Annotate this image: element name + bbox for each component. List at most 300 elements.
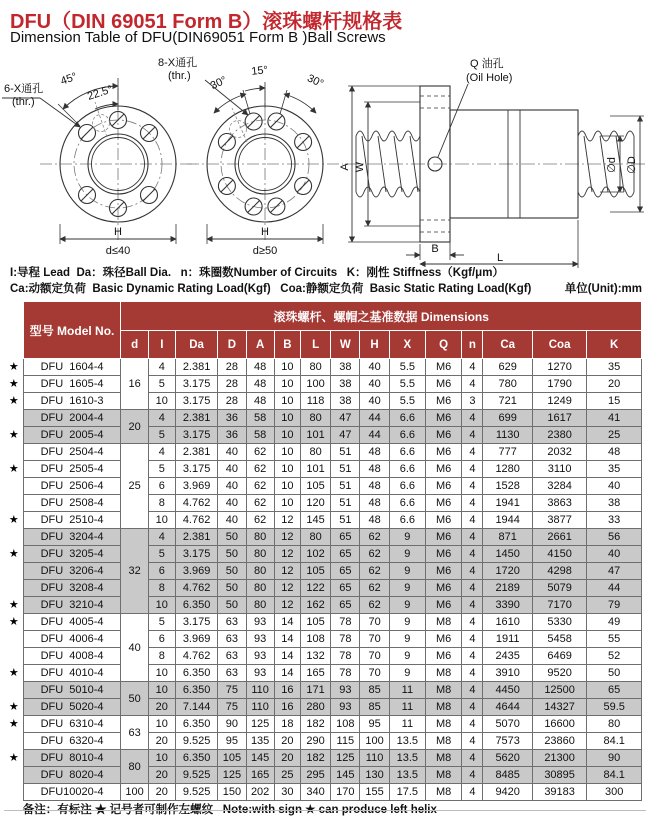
table-row [5,546,642,563]
table-row [5,393,642,410]
value-cell-d: 90 [218,716,246,733]
value-cell-d: 40 [218,444,246,461]
value-cell-ca: 721 [483,393,532,410]
value-cell-k: 20 [587,376,642,393]
model-cell: DFU 3210-4 [23,597,121,614]
value-cell-b: 14 [274,665,300,682]
value-cell-da: 2.381 [175,444,217,461]
angle-30-left-label: 30° [208,74,229,93]
value-cell-q: M6 [426,427,462,444]
value-cell-l: 80 [300,410,330,427]
value-cell-x: 9 [389,580,425,597]
col-header-i: I [148,331,175,359]
value-cell-k: 59.5 [587,699,642,716]
value-cell-i: 4 [148,444,175,461]
value-cell-coa: 4150 [532,546,586,563]
value-cell-k: 79 [587,597,642,614]
value-cell-l: 80 [300,359,330,376]
value-cell-b: 20 [274,733,300,750]
model-cell: DFU 4006-4 [23,631,121,648]
value-cell-da: 6.350 [175,682,217,699]
value-cell-ca: 777 [483,444,532,461]
value-cell-w: 65 [331,546,360,563]
value-cell-x: 9 [389,648,425,665]
value-cell-h: 44 [360,427,389,444]
value-cell-x: 9 [389,631,425,648]
left-helix-star: ★ [5,461,23,478]
value-cell-w: 65 [331,580,360,597]
value-cell-w: 51 [331,512,360,529]
value-cell-da: 9.525 [175,767,217,784]
left-dim-h-label: H [114,226,122,238]
table-row [5,461,642,478]
table-row [5,665,642,682]
value-cell-da: 6.350 [175,716,217,733]
oil-hole-label-cn: Q 油孔 [470,58,504,70]
model-cell: DFU 3204-4 [23,529,121,546]
value-cell-coa: 1617 [532,410,586,427]
side-view [345,84,648,268]
value-cell-b: 10 [274,444,300,461]
value-cell-l: 102 [300,546,330,563]
value-cell-ca: 871 [483,529,532,546]
value-cell-x: 6.6 [389,444,425,461]
dimension-table [5,301,642,801]
value-cell-coa: 4298 [532,563,586,580]
model-cell: DFU 4010-4 [23,665,121,682]
table-row [5,648,642,665]
value-cell-b: 12 [274,597,300,614]
value-cell-ca: 1450 [483,546,532,563]
value-cell-h: 70 [360,614,389,631]
table-row [5,682,642,699]
value-cell-w: 38 [331,359,360,376]
value-cell-w: 65 [331,529,360,546]
star-cell-empty [5,767,23,784]
value-cell-d: 125 [218,767,246,784]
value-cell-k: 84.1 [587,733,642,750]
value-cell-k: 65 [587,682,642,699]
value-cell-n: 4 [462,427,483,444]
value-cell-d: 63 [218,648,246,665]
value-cell-h: 70 [360,648,389,665]
value-cell-coa: 2380 [532,427,586,444]
star-cell-empty [5,410,23,427]
value-cell-k: 40 [587,478,642,495]
value-cell-l: 295 [300,767,330,784]
value-cell-k: 50 [587,665,642,682]
value-cell-w: 93 [331,682,360,699]
angle-30-right-label: 30° [305,72,326,91]
value-cell-n: 4 [462,733,483,750]
value-cell-da: 7.144 [175,699,217,716]
legend-line-1: I:导程 Lead Da：珠径Ball Dia. n：珠圈数Number of Circuits K：刚性 Stiffness（Kgf/μm） [10,267,504,279]
value-cell-l: 340 [300,784,330,801]
model-cell: DFU 3208-4 [23,580,121,597]
value-cell-d: 75 [218,682,246,699]
value-cell-da: 2.381 [175,529,217,546]
value-cell-a: 80 [246,529,274,546]
value-cell-q: M6 [426,359,462,376]
value-cell-n: 4 [462,376,483,393]
value-cell-a: 135 [246,733,274,750]
value-cell-a: 62 [246,461,274,478]
value-cell-i: 5 [148,461,175,478]
value-cell-b: 14 [274,648,300,665]
value-cell-b: 30 [274,784,300,801]
table-row [5,563,642,580]
value-cell-i: 4 [148,359,175,376]
value-cell-ca: 1528 [483,478,532,495]
value-cell-l: 101 [300,461,330,478]
value-cell-d: 40 [218,461,246,478]
value-cell-n: 3 [462,393,483,410]
value-cell-x: 5.5 [389,359,425,376]
value-cell-a: 48 [246,393,274,410]
value-cell-q: M8 [426,767,462,784]
value-cell-q: M6 [426,461,462,478]
value-cell-l: 105 [300,478,330,495]
col-header-d: D [218,331,246,359]
bottom-rule [4,810,646,811]
value-cell-d: 50 [218,597,246,614]
value-cell-b: 25 [274,767,300,784]
value-cell-ca: 2189 [483,580,532,597]
value-cell-coa: 23860 [532,733,586,750]
value-cell-l: 105 [300,563,330,580]
value-cell-x: 11 [389,716,425,733]
value-cell-l: 162 [300,597,330,614]
col-header-coa: Coa [532,331,586,359]
value-cell-da: 3.175 [175,546,217,563]
value-cell-da: 4.762 [175,580,217,597]
value-cell-n: 4 [462,716,483,733]
value-cell-ca: 4644 [483,699,532,716]
value-cell-d: 50 [218,529,246,546]
value-cell-w: 108 [331,716,360,733]
value-cell-d: 28 [218,376,246,393]
d-cell: 25 [121,444,148,529]
model-cell: DFU 2004-4 [23,410,121,427]
value-cell-ca: 3390 [483,597,532,614]
right-holes-label-cn: 8-X通孔 [158,57,198,69]
model-cell: DFU10020-4 [23,784,121,801]
value-cell-x: 6.6 [389,478,425,495]
value-cell-b: 18 [274,716,300,733]
value-cell-k: 80 [587,716,642,733]
value-cell-q: M8 [426,614,462,631]
value-cell-i: 6 [148,631,175,648]
value-cell-x: 9 [389,614,425,631]
value-cell-b: 12 [274,563,300,580]
value-cell-q: M6 [426,580,462,597]
value-cell-l: 101 [300,427,330,444]
value-cell-q: M6 [426,631,462,648]
value-cell-a: 58 [246,427,274,444]
value-cell-i: 8 [148,495,175,512]
model-cell: DFU 6310-4 [23,716,121,733]
table-row [5,580,642,597]
col-header-b: B [274,331,300,359]
value-cell-da: 6.350 [175,597,217,614]
value-cell-k: 56 [587,529,642,546]
value-cell-x: 13.5 [389,767,425,784]
col-header-da: Da [175,331,217,359]
value-cell-w: 115 [331,733,360,750]
value-cell-a: 48 [246,376,274,393]
value-cell-da: 3.969 [175,478,217,495]
value-cell-d: 28 [218,359,246,376]
value-cell-ca: 1720 [483,563,532,580]
value-cell-coa: 2661 [532,529,586,546]
value-cell-h: 40 [360,359,389,376]
value-cell-l: 118 [300,393,330,410]
value-cell-k: 52 [587,648,642,665]
value-cell-n: 4 [462,648,483,665]
value-cell-ca: 1941 [483,495,532,512]
value-cell-q: M6 [426,393,462,410]
table-row [5,716,642,733]
value-cell-ca: 8485 [483,767,532,784]
value-cell-k: 55 [587,631,642,648]
value-cell-x: 9 [389,529,425,546]
value-cell-a: 125 [246,716,274,733]
value-cell-a: 62 [246,444,274,461]
value-cell-i: 5 [148,614,175,631]
model-cell: DFU 2505-4 [23,461,121,478]
value-cell-d: 50 [218,546,246,563]
value-cell-a: 93 [246,665,274,682]
col-header-n: n [462,331,483,359]
value-cell-coa: 21300 [532,750,586,767]
value-cell-i: 10 [148,750,175,767]
d-cell: 40 [121,614,148,682]
technical-drawings [0,52,650,270]
value-cell-b: 12 [274,546,300,563]
left-helix-star: ★ [5,512,23,529]
value-cell-ca: 1610 [483,614,532,631]
value-cell-q: M8 [426,699,462,716]
value-cell-q: M6 [426,648,462,665]
model-cell: DFU 1610-3 [23,393,121,410]
left-helix-star: ★ [5,750,23,767]
star-cell-empty [5,444,23,461]
value-cell-x: 6.6 [389,410,425,427]
value-cell-h: 40 [360,376,389,393]
value-cell-coa: 1249 [532,393,586,410]
value-cell-w: 38 [331,376,360,393]
value-cell-x: 6.6 [389,512,425,529]
value-cell-h: 100 [360,733,389,750]
value-cell-da: 6.350 [175,750,217,767]
value-cell-l: 105 [300,614,330,631]
col-header-d: d [121,331,148,359]
value-cell-ca: 780 [483,376,532,393]
value-cell-da: 3.175 [175,461,217,478]
value-cell-q: M6 [426,410,462,427]
dimensions-header: 滚珠螺杆、螺帽之基准数据 Dimensions [121,302,642,331]
value-cell-k: 84.1 [587,767,642,784]
value-cell-coa: 5458 [532,631,586,648]
value-cell-da: 3.175 [175,393,217,410]
value-cell-d: 63 [218,631,246,648]
value-cell-h: 130 [360,767,389,784]
right-flange-view [187,80,343,244]
value-cell-w: 125 [331,750,360,767]
model-cell: DFU 1604-4 [23,359,121,376]
d-cell: 20 [121,410,148,444]
star-cell-empty [5,563,23,580]
value-cell-q: M6 [426,563,462,580]
value-cell-i: 6 [148,478,175,495]
table-row [5,699,642,716]
value-cell-i: 10 [148,512,175,529]
oil-hole-label-en: (Oil Hole) [466,72,513,84]
value-cell-coa: 16600 [532,716,586,733]
value-cell-d: 50 [218,563,246,580]
value-cell-q: M8 [426,665,462,682]
value-cell-k: 35 [587,359,642,376]
value-cell-q: M6 [426,529,462,546]
model-cell: DFU 3206-4 [23,563,121,580]
d-cell: 100 [121,784,148,801]
value-cell-q: M8 [426,750,462,767]
value-cell-b: 20 [274,750,300,767]
value-cell-coa: 1270 [532,359,586,376]
value-cell-b: 16 [274,682,300,699]
star-cell-empty [5,733,23,750]
col-header-x: X [389,331,425,359]
value-cell-q: M6 [426,546,462,563]
value-cell-ca: 5070 [483,716,532,733]
left-helix-star: ★ [5,597,23,614]
value-cell-h: 48 [360,461,389,478]
value-cell-k: 38 [587,495,642,512]
value-cell-da: 3.175 [175,376,217,393]
table-row [5,529,642,546]
value-cell-coa: 6469 [532,648,586,665]
value-cell-i: 10 [148,597,175,614]
value-cell-a: 48 [246,359,274,376]
value-cell-coa: 1790 [532,376,586,393]
value-cell-n: 4 [462,529,483,546]
value-cell-l: 145 [300,512,330,529]
value-cell-q: M8 [426,716,462,733]
value-cell-a: 110 [246,682,274,699]
value-cell-x: 11 [389,699,425,716]
value-cell-coa: 3863 [532,495,586,512]
value-cell-k: 33 [587,512,642,529]
value-cell-i: 20 [148,767,175,784]
col-header-h: H [360,331,389,359]
value-cell-n: 4 [462,580,483,597]
value-cell-da: 2.381 [175,359,217,376]
star-column-header [5,302,23,359]
value-cell-n: 4 [462,750,483,767]
table-row [5,478,642,495]
value-cell-w: 51 [331,444,360,461]
value-cell-h: 95 [360,716,389,733]
value-cell-h: 62 [360,529,389,546]
right-holes-label-thr: (thr.) [168,70,191,82]
value-cell-i: 10 [148,682,175,699]
value-cell-a: 93 [246,614,274,631]
value-cell-k: 41 [587,410,642,427]
angle-45-label: 45° [59,70,79,88]
value-cell-h: 62 [360,546,389,563]
model-cell: DFU 2508-4 [23,495,121,512]
value-cell-k: 40 [587,546,642,563]
value-cell-n: 4 [462,512,483,529]
value-cell-w: 47 [331,410,360,427]
value-cell-coa: 5079 [532,580,586,597]
value-cell-w: 78 [331,614,360,631]
left-helix-star: ★ [5,359,23,376]
value-cell-w: 51 [331,461,360,478]
value-cell-i: 10 [148,393,175,410]
value-cell-da: 9.525 [175,784,217,801]
value-cell-ca: 699 [483,410,532,427]
value-cell-l: 100 [300,376,330,393]
value-cell-w: 47 [331,427,360,444]
model-cell: DFU 4008-4 [23,648,121,665]
value-cell-d: 28 [218,393,246,410]
value-cell-a: 80 [246,563,274,580]
value-cell-h: 62 [360,563,389,580]
value-cell-b: 10 [274,410,300,427]
value-cell-coa: 12500 [532,682,586,699]
value-cell-ca: 1944 [483,512,532,529]
value-cell-q: M6 [426,495,462,512]
value-cell-n: 4 [462,614,483,631]
value-cell-x: 6.6 [389,427,425,444]
value-cell-n: 4 [462,359,483,376]
value-cell-n: 4 [462,699,483,716]
value-cell-l: 280 [300,699,330,716]
value-cell-h: 40 [360,393,389,410]
left-helix-star: ★ [5,393,23,410]
star-cell-empty [5,631,23,648]
value-cell-a: 62 [246,478,274,495]
value-cell-h: 48 [360,495,389,512]
model-cell: DFU 8020-4 [23,767,121,784]
value-cell-k: 48 [587,444,642,461]
value-cell-n: 4 [462,478,483,495]
model-cell: DFU 2506-4 [23,478,121,495]
value-cell-coa: 30895 [532,767,586,784]
model-cell: DFU 4005-4 [23,614,121,631]
col-header-l: L [300,331,330,359]
value-cell-b: 10 [274,461,300,478]
left-helix-star: ★ [5,665,23,682]
value-cell-l: 108 [300,631,330,648]
col-header-k: K [587,331,642,359]
value-cell-x: 6.6 [389,495,425,512]
value-cell-k: 15 [587,393,642,410]
value-cell-h: 48 [360,478,389,495]
value-cell-d: 63 [218,665,246,682]
model-no-header: 型号 Model No. [23,302,121,359]
model-cell: DFU 5020-4 [23,699,121,716]
legend-line-2: Ca:动额定负荷 Basic Dynamic Rating Load(Kgf) Coa:静额定负荷 Basic Static Rating Load(Kgf) [10,283,532,295]
dim-big-d-label: ∅D [626,156,638,174]
value-cell-da: 3.175 [175,427,217,444]
value-cell-a: 62 [246,495,274,512]
value-cell-coa: 3110 [532,461,586,478]
value-cell-d: 40 [218,512,246,529]
value-cell-coa: 5330 [532,614,586,631]
value-cell-k: 35 [587,461,642,478]
